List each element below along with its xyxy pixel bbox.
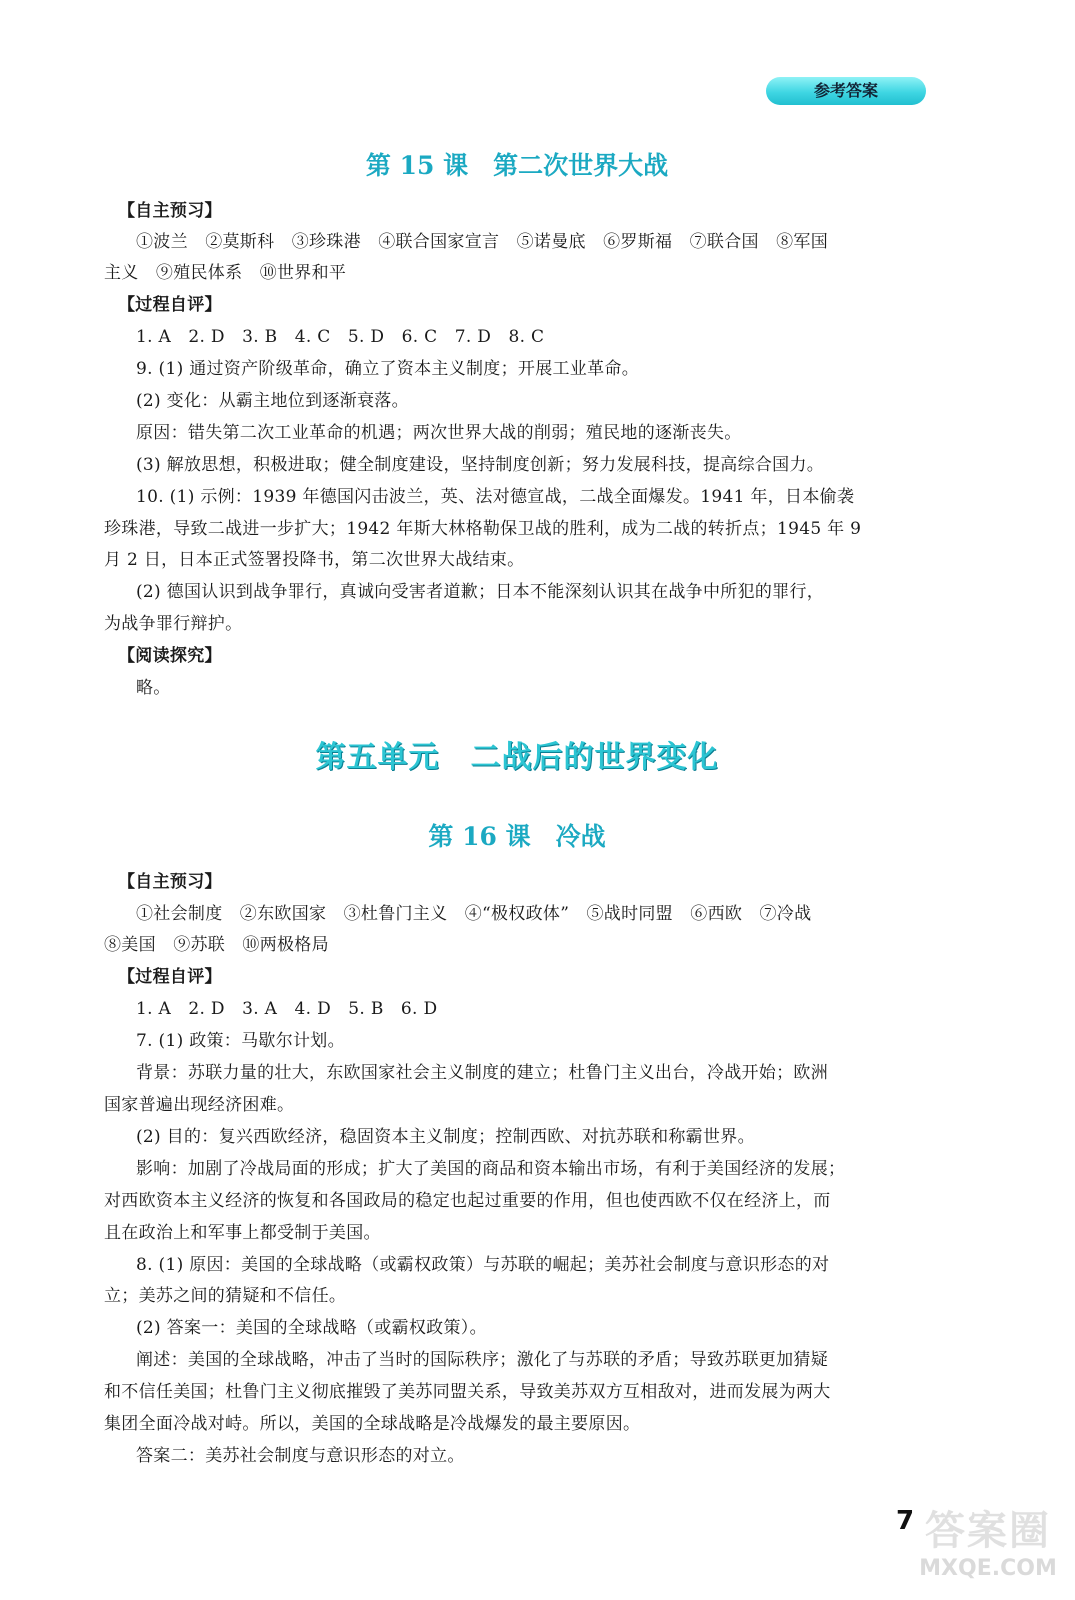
lesson15-read-text: 略。 xyxy=(136,678,171,698)
lesson15-preview-line: ①波兰 ②莫斯科 ③珍珠港 ④联合国家宣言 ⑤诺曼底 ⑥罗斯福 ⑦联合国 ⑧军国 xyxy=(136,232,828,252)
answer-line: 影响：加剧了冷战局面的形成；扩大了美国的商品和资本输出市场，有利于美国经济的发展； xyxy=(136,1159,846,1179)
answer-line: 为战争罪行辩护。 xyxy=(104,614,243,634)
lesson15-eval-heading: 【过程自评】 xyxy=(118,295,222,315)
answer-line: 1. A 2. D 3. B 4. C 5. D 6. C 7. D 8. C xyxy=(136,327,545,347)
lesson16-preview-heading: 【自主预习】 xyxy=(118,872,222,892)
answer-line: 对西欧资本主义经济的恢复和各国政局的稳定也起过重要的作用，但也使西欧不仅在经济上，而 xyxy=(104,1191,831,1211)
watermark-logo: 答案圈 xyxy=(925,1508,1051,1554)
answer-line: 集团全面冷战对峙。所以，美国的全球战略是冷战爆发的最主要原因。 xyxy=(104,1414,641,1434)
answer-line: 1. A 2. D 3. A 4. D 5. B 6. D xyxy=(136,999,438,1019)
unit5-title: 第五单元 二战后的世界变化 xyxy=(315,740,719,775)
answer-line: 阐述：美国的全球战略，冲击了当时的国际秩序；激化了与苏联的矛盾；导致苏联更加猜疑 xyxy=(136,1350,828,1370)
watermark-url: MXQE.COM xyxy=(919,1556,1057,1581)
lesson16-eval-heading: 【过程自评】 xyxy=(118,967,222,987)
answer-line: (2) 变化：从霸主地位到逐渐衰落。 xyxy=(136,391,409,411)
answer-line: 珍珠港，导致二战进一步扩大；1942 年斯大林格勒保卫战的胜利，成为二战的转折点；1945 年 9 xyxy=(104,519,862,539)
watermark xyxy=(908,1490,1068,1590)
answer-line: (2) 答案一：美国的全球战略（或霸权政策）。 xyxy=(136,1318,487,1338)
answer-line: 月 2 日，日本正式签署投降书，第二次世界大战结束。 xyxy=(104,550,525,570)
reference-answer-tag: 参考答案 xyxy=(766,77,926,105)
lesson15-title: 第 15 课 第二次世界大战 xyxy=(365,151,669,180)
answer-line: 8. (1) 原因：美国的全球战略（或霸权政策）与苏联的崛起；美苏社会制度与意识形态的对 xyxy=(136,1255,830,1275)
answer-line: 背景：苏联力量的壮大，东欧国家社会主义制度的建立；杜鲁门主义出台，冷战开始；欧洲 xyxy=(136,1063,828,1083)
page-number: 7 xyxy=(896,1506,915,1536)
lesson16-preview-line: ⑧美国 ⑨苏联 ⑩两极格局 xyxy=(104,935,329,955)
lesson15-preview-line: 主义 ⑨殖民体系 ⑩世界和平 xyxy=(104,263,347,283)
answer-line: 原因：错失第二次工业革命的机遇；两次世界大战的削弱；殖民地的逐渐丧失。 xyxy=(136,423,742,443)
answer-line: (2) 目的：复兴西欧经济，稳固资本主义制度；控制西欧、对抗苏联和称霸世界。 xyxy=(136,1127,755,1147)
answer-line: (3) 解放思想，积极进取；健全制度建设，坚持制度创新；努力发展科技，提高综合国力。 xyxy=(136,455,825,475)
answer-line: 9. (1) 通过资产阶级革命，确立了资本主义制度；开展工业革命。 xyxy=(136,359,640,379)
answer-line: 10. (1) 示例：1939 年德国闪击波兰，英、法对德宣战，二战全面爆发。1941 年，日本偷袭 xyxy=(136,487,855,507)
answer-line: (2) 德国认识到战争罪行，真诚向受害者道歉；日本不能深刻认识其在战争中所犯的罪行， xyxy=(136,582,825,602)
lesson15-preview-heading: 【自主预习】 xyxy=(118,201,222,221)
answer-line: 答案二：美苏社会制度与意识形态的对立。 xyxy=(136,1446,465,1466)
lesson16-preview-line: ①社会制度 ②东欧国家 ③杜鲁门主义 ④“极权政体” ⑤战时同盟 ⑥西欧 ⑦冷战 xyxy=(136,904,812,924)
answer-line: 7. (1) 政策：马歇尔计划。 xyxy=(136,1031,345,1051)
lesson16-title: 第 16 课 冷战 xyxy=(428,822,606,851)
lesson15-read-heading: 【阅读探究】 xyxy=(118,646,222,666)
answer-line: 且在政治上和军事上都受制于美国。 xyxy=(104,1223,381,1243)
answer-line: 立；美苏之间的猜疑和不信任。 xyxy=(104,1286,347,1306)
answer-line: 和不信任美国；杜鲁门主义彻底摧毁了美苏同盟关系，导致美苏双方互相敌对，进而发展为两大 xyxy=(104,1382,831,1402)
answer-line: 国家普遍出现经济困难。 xyxy=(104,1095,295,1115)
